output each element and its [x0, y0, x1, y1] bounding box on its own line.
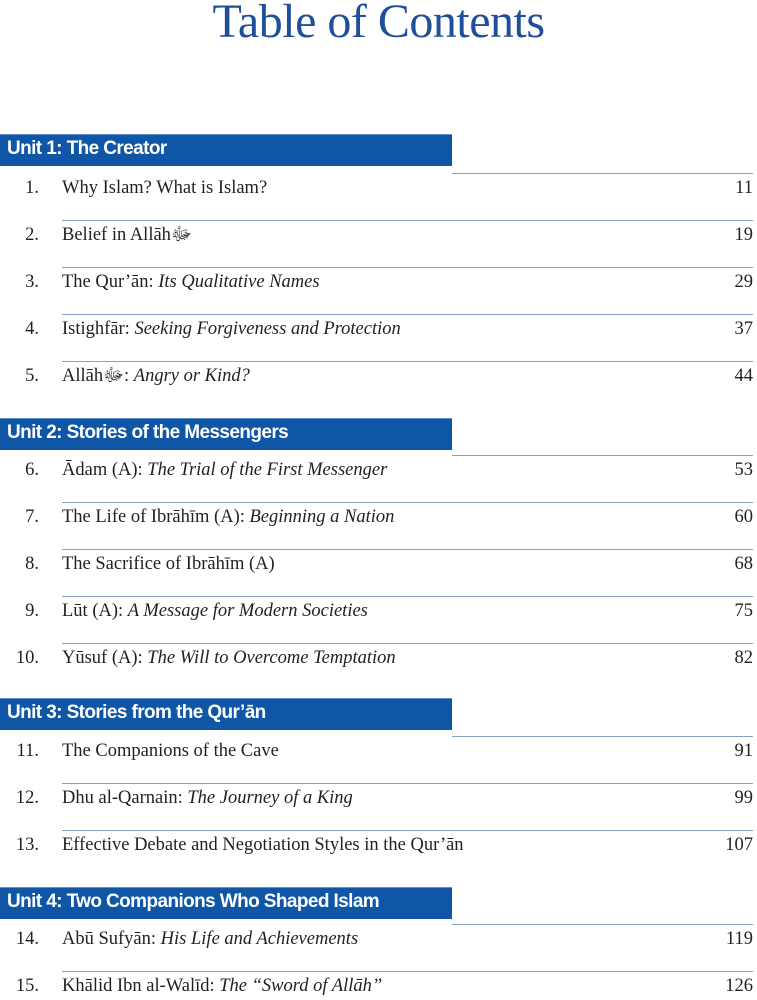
- entry-title: Why Islam? What is Islam?: [62, 178, 268, 198]
- entry-number: 4.: [25, 319, 39, 339]
- entry-title: Allāhﷻ: Angry or Kind?: [62, 366, 250, 386]
- entry-number: 7.: [25, 507, 39, 527]
- entry-title: Ādam (A): The Trial of the First Messenger: [62, 460, 388, 480]
- entry-page-number: 29: [734, 272, 753, 292]
- entry-page-number: 99: [734, 788, 753, 808]
- entry-title: Istighfār: Seeking Forgiveness and Protection: [62, 319, 401, 339]
- toc-entry-14[interactable]: [0, 925, 757, 953]
- entry-page-number: 68: [734, 554, 753, 574]
- entry-page-number: 37: [734, 319, 753, 339]
- entry-page-number: 44: [734, 366, 753, 386]
- toc-entry-5[interactable]: [0, 362, 757, 390]
- entry-title: Belief in Allāhﷻ: [62, 225, 192, 245]
- unit-1-header: [0, 134, 452, 166]
- entry-title: The Sacrifice of Ibrāhīm (A): [62, 554, 275, 574]
- unit-1-title: Unit 1: The Creator: [7, 138, 167, 159]
- entry-number: 2.: [25, 225, 39, 245]
- entry-page-number: 75: [734, 601, 753, 621]
- toc-entry-3[interactable]: [0, 268, 757, 296]
- toc-entry-2[interactable]: [0, 221, 757, 249]
- entry-number: 14.: [15, 929, 39, 949]
- entry-title: The Life of Ibrāhīm (A): Beginning a Nation: [62, 507, 395, 527]
- page-title: Table of Contents: [212, 0, 545, 48]
- toc-entry-9[interactable]: [0, 597, 757, 625]
- unit-3-title: Unit 3: Stories from the Qur’ān: [7, 702, 266, 723]
- toc-entry-12[interactable]: [0, 784, 757, 812]
- toc-entry-10[interactable]: [0, 644, 757, 672]
- entry-page-number: 11: [735, 178, 753, 198]
- entry-title: Lūt (A): A Message for Modern Societies: [62, 601, 368, 621]
- unit-4-header: [0, 887, 452, 919]
- entry-page-number: 91: [734, 741, 753, 761]
- entry-number: 3.: [25, 272, 39, 292]
- toc-entry-4[interactable]: [0, 315, 757, 343]
- entry-number: 11.: [16, 741, 39, 761]
- unit-2-title: Unit 2: Stories of the Messengers: [7, 422, 289, 443]
- unit-4-title: Unit 4: Two Companions Who Shaped Islam: [7, 891, 380, 912]
- entry-page-number: 107: [725, 835, 753, 855]
- toc-entry-1[interactable]: [0, 174, 757, 202]
- unit-3-header: [0, 698, 452, 730]
- entry-number: 5.: [25, 366, 39, 386]
- entry-number: 9.: [25, 601, 39, 621]
- entry-number: 13.: [15, 835, 39, 855]
- unit-2-header: [0, 418, 452, 450]
- entry-page-number: 119: [725, 929, 753, 949]
- entry-title: Abū Sufyān: His Life and Achievements: [62, 929, 359, 949]
- toc-entry-8[interactable]: [0, 550, 757, 578]
- entry-number: 6.: [25, 460, 39, 480]
- entry-number: 12.: [15, 788, 39, 808]
- entry-title: Yūsuf (A): The Will to Overcome Temptation: [62, 648, 396, 668]
- entry-number: 1.: [25, 178, 39, 198]
- entry-title: Dhu al-Qarnain: The Journey of a King: [62, 788, 353, 808]
- entry-number: 10.: [15, 648, 39, 668]
- entry-page-number: 126: [725, 976, 753, 996]
- entry-page-number: 82: [734, 648, 753, 668]
- toc-entry-7[interactable]: [0, 503, 757, 531]
- entry-page-number: 60: [734, 507, 753, 527]
- toc-entry-11[interactable]: [0, 737, 757, 765]
- entry-page-number: 53: [734, 460, 753, 480]
- entry-number: 15.: [15, 976, 39, 996]
- entry-title: Khālid Ibn al-Walīd: The “Sword of Allāh”: [62, 976, 383, 996]
- entry-title: The Qur’ān: Its Qualitative Names: [62, 272, 320, 292]
- toc-entry-13[interactable]: [0, 831, 757, 859]
- entry-title: Effective Debate and Negotiation Styles in the Qur’ān: [62, 835, 464, 855]
- entry-number: 8.: [25, 554, 39, 574]
- toc-entry-6[interactable]: [0, 456, 757, 484]
- entry-page-number: 19: [734, 225, 753, 245]
- toc-entry-15[interactable]: [0, 972, 757, 1000]
- entry-title: The Companions of the Cave: [62, 741, 279, 761]
